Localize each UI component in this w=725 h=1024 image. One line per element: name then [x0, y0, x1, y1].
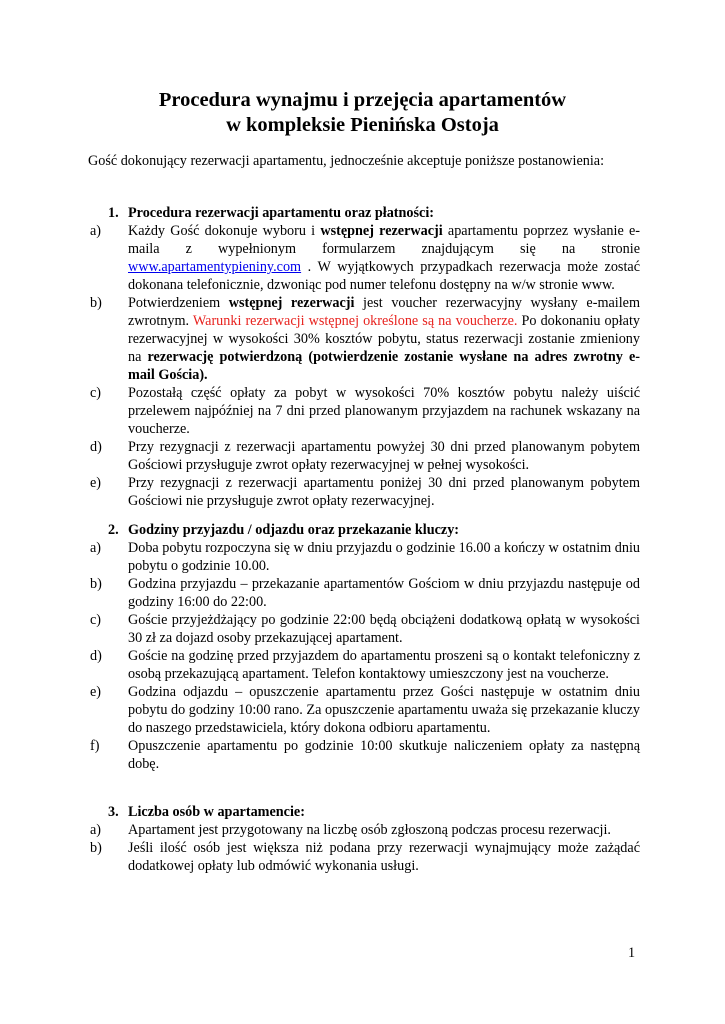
section-guest-count	[90, 803, 640, 875]
page-number: 1	[628, 945, 636, 961]
item-text	[128, 222, 640, 294]
item-label: a)	[90, 540, 102, 556]
bold-text: wstępnej rezerwacji	[320, 223, 443, 239]
voucher-conditions-note: Warunki rezerwacji wstępnej określone są na voucherze.	[192, 313, 518, 329]
list-item	[90, 539, 640, 575]
text-run: jest voucher rezerwacyjny wysłany e-mailem zwrotnym.	[128, 295, 640, 329]
item-label: b)	[90, 576, 102, 592]
item-text: Pozostałą część opłaty za pobyt w wysokości 70% kosztów pobytu należy uiścić przelewem najpóźniej na 7 dni przed planowanym przyjazdem na rachunek wskazany na voucherze.	[128, 385, 640, 437]
item-label: a)	[90, 822, 102, 838]
list-item	[90, 737, 640, 773]
list-item	[90, 474, 640, 510]
item-text: Przy rezygnacji z rezerwacji apartamentu powyżej 30 dni przed planowanym pobytem Gościowi przysługuje zwrot opłaty rezerwacyjnej w pełnej wysokości.	[128, 439, 640, 473]
list-item	[90, 611, 640, 647]
list-item	[90, 294, 640, 384]
text-run: Po dokonaniu opłaty rezerwacyjnej w wysokości 30% kosztów pobytu, status rezerwacji zostanie zmieniony na	[128, 313, 640, 365]
section-heading	[90, 803, 640, 821]
bold-text: rezerwację potwierdzoną (potwierdzenie zostanie wysłane na adres zwrotny e-mail Gościa).	[128, 349, 640, 383]
title-line-2: w kompleksie Pienińska Ostoja	[226, 114, 499, 136]
item-text: Apartament jest przygotowany na liczbę osób zgłoszoną podczas procesu rezerwacji.	[128, 822, 611, 838]
intro-paragraph: Gość dokonujący rezerwacji apartamentu, jednocześnie akceptuje poniższe postanowienia:	[88, 153, 605, 169]
section-heading	[90, 521, 640, 539]
item-text: Goście przyjeżdżający po godzinie 22:00 będą obciążeni dodatkową opłatą w wysokości 30 zł za dojazd osoby przekazującej apartament.	[128, 612, 640, 646]
item-label: b)	[90, 840, 102, 856]
list-item	[90, 384, 640, 438]
section-number: 1.	[108, 205, 119, 221]
item-text: Opuszczenie apartamentu po godzinie 10:00 skutkuje naliczeniem opłaty za następną dobę.	[128, 738, 640, 772]
text-run: . W wyjątkowych przypadkach rezerwacja może zostać dokonana telefonicznie, dzwoniąc pod numer telefonu dostępny na w/w stronie www.	[128, 259, 640, 293]
list-item	[90, 222, 640, 294]
item-label: b)	[90, 295, 102, 311]
document-title	[0, 88, 725, 138]
item-text: Godzina odjazdu – opuszczenie apartamentu przez Gości następuje w ostatnim dniu pobytu do godziny 10:00 rano. Za opuszczenie apartamentu uważa się przekazanie kluczy do naszego przedstawiciela, który dokona odbioru apartamentu.	[128, 684, 640, 736]
text-run: Każdy Gość dokonuje wyboru i	[128, 223, 321, 239]
section-reservation	[90, 204, 640, 510]
item-label: d)	[90, 648, 102, 664]
website-link[interactable]: www.apartamentypieniny.com	[128, 259, 302, 275]
title-line-1: Procedura wynajmu i przejęcia apartamentów	[158, 89, 567, 111]
item-label: e)	[90, 684, 102, 700]
list-item	[90, 575, 640, 611]
item-text	[128, 294, 640, 384]
item-label: c)	[90, 385, 102, 401]
item-text: Przy rezygnacji z rezerwacji apartamentu poniżej 30 dni przed planowanym pobytem Gościowi nie przysługuje zwrot opłaty rezerwacyjnej.	[128, 475, 640, 509]
list-item	[90, 839, 640, 875]
section-title: Liczba osób w apartamencie:	[128, 804, 305, 820]
item-label: a)	[90, 223, 102, 239]
item-text: Jeśli ilość osób jest większa niż podana przy rezerwacji wynajmujący może zażądać dodatkowej opłaty lub odmówić wykonania usługi.	[128, 840, 640, 874]
section-title: Procedura rezerwacji apartamentu oraz płatności:	[128, 205, 435, 221]
item-text: Godzina przyjazdu – przekazanie apartamentów Gościom w dniu przyjazdu następuje od godziny 16:00 do 22:00.	[128, 576, 640, 610]
section-arrival-departure	[90, 521, 640, 773]
item-label: d)	[90, 439, 102, 455]
section-number: 2.	[108, 522, 119, 538]
item-label: e)	[90, 475, 102, 491]
bold-text: wstępnej rezerwacji	[228, 295, 355, 311]
text-run: Potwierdzeniem	[128, 295, 229, 311]
item-label: f)	[90, 738, 100, 754]
section-title: Godziny przyjazdu / odjazdu oraz przekazanie kluczy:	[128, 522, 460, 538]
list-item	[90, 647, 640, 683]
list-item	[90, 683, 640, 737]
text-run: apartamentu poprzez wysłanie e-maila z wypełnionym formularzem znajdującym się na stronie	[128, 223, 641, 257]
section-number: 3.	[108, 804, 119, 820]
item-text: Doba pobytu rozpoczyna się w dniu przyjazdu o godzinie 16.00 a kończy w ostatnim dniu pobytu o godzinie 10.00.	[128, 540, 640, 574]
section-heading	[90, 204, 640, 222]
list-item	[90, 438, 640, 474]
item-text: Goście na godzinę przed przyjazdem do apartamentu proszeni są o kontakt telefoniczny z osobą przekazującą apartament. Telefon kontaktowy umieszczony jest na voucherze.	[128, 648, 640, 682]
item-label: c)	[90, 612, 102, 628]
list-item	[90, 821, 640, 839]
